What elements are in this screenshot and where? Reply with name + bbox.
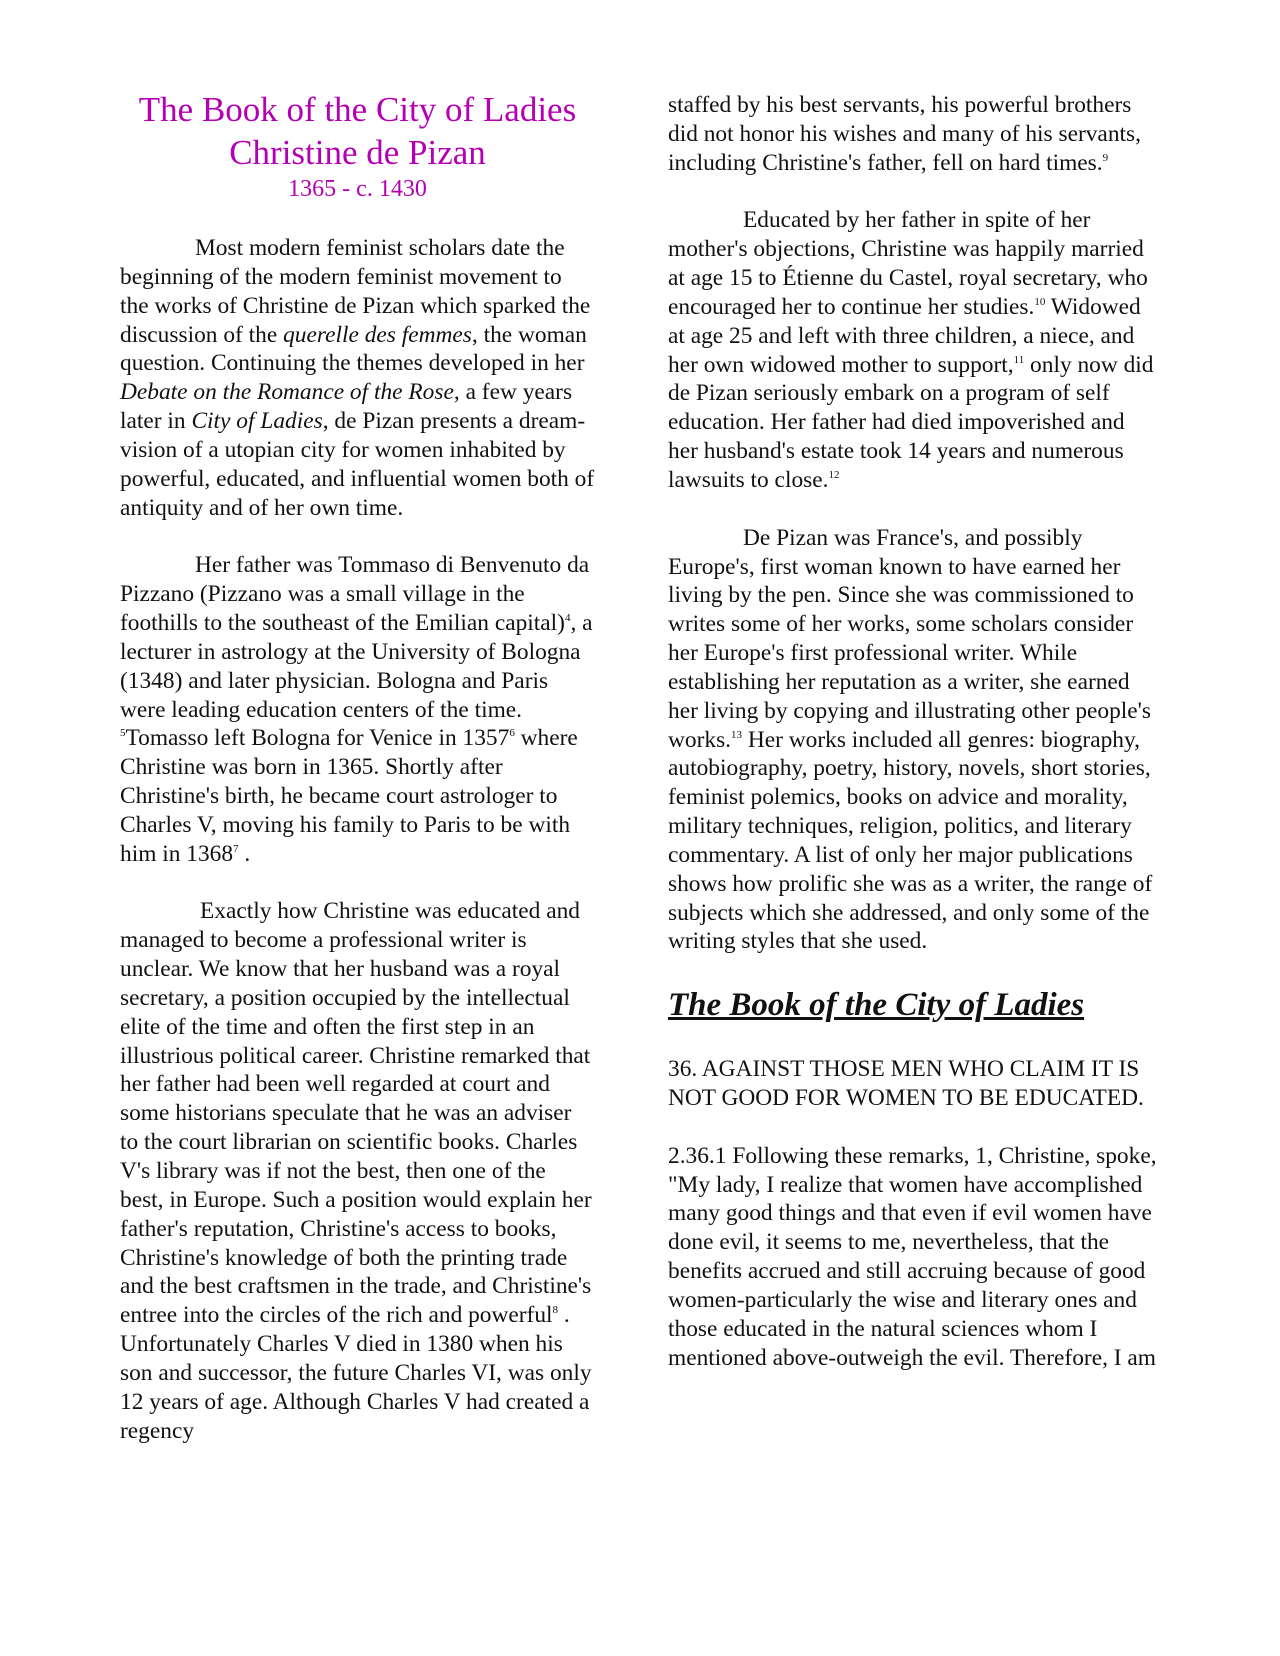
text-run: where Christine was born in 1365. Shortly after Christine's birth, he became court astrologer to Charles V, moving his family to Paris to be with him in 1368 [120,725,578,867]
title-block [120,88,595,204]
text-run: . Unfortunately Charles V died in 1380 when his son and successor, the future Charles VI, was only 12 years of age. Although Charles V had created a regency [120,1302,592,1444]
text-run: only now did de Pizan seriously embark on a program of self education. Her father had died impoverished and her husband's estate took 14 years and numerous lawsuits to close. [668,351,1154,493]
section-heading: The Book of the City of Ladies [668,987,1085,1024]
author-dates: 1365 - c. 1430 [288,176,427,202]
text-run: . [238,840,251,867]
text-run: , the woman question. Continuing the themes developed in her [120,321,587,377]
footnote-ref: 12 [828,469,840,482]
footnote-ref: 4 [564,612,571,625]
footnote-ref: 6 [509,727,515,740]
text-run: , de Pizan presents a dream-vision of a utopian city for women inhabited by powerful, educated, and influential women both of antiquity and of her own time. [120,408,595,521]
footnote-ref: 10 [1034,296,1046,309]
paragraph-career [668,524,1158,957]
text-run: Most modern feminist scholars date the beginning of the modern feminist movement to the works of Christine de Pizan which sparked the discussion of the [120,235,591,348]
right-column [668,91,1158,1401]
footnote-ref: 9 [1102,151,1109,164]
paragraph-marriage [668,206,1158,494]
text-run: Her father was Tommaso di Benvenuto da Pizzano (Pizzano was a small village in the foothills to the southeast of the Emilian capital) [120,552,590,636]
paragraph-intro [120,234,595,522]
footnote-ref: 11 [1013,353,1025,366]
left-column [120,88,595,1474]
paragraph-father [120,551,595,868]
paragraph-continued [668,91,1158,178]
text-run: Her works included all genres: biography, autobiography, poetry, history, novels, short stories, feminist polemics, books on advice and morality, military techniques, religion, politics, and literary commentary. A list of only her major publications shows how prolific she was as a writer, the range of subjects which she addressed, and only some of the writing styles that she used. [668,726,1153,955]
document-title: The Book of the City of Ladies [138,90,577,129]
footnote-ref: 5 [120,727,126,740]
text-run: Widowed at age 25 and left with three children, a niece, and her own widowed mother to support, [668,293,1141,378]
author-name: Christine de Pizan [229,133,486,172]
paragraph-excerpt: 2.36.1 Following these remarks, 1, Christine, spoke, "My lady, I realize that women have accomplished many good things and that even if evil women have done evil, it seems to me, nevertheless, that the benefits accrued and still accruing because of good women-particularly the wise and literary ones and those educated in the natural sciences whom I mentioned above-outweigh the evil. Therefore, I am [668,1142,1157,1371]
text-run: Exactly how Christine was educated and managed to become a professional writer is unclear. We know that her husband was a royal secretary, a position occupied by the intellectual elite of the time and often the first step in an illustrious political career. Christine remarked that her father had been well regarded at court and some historians speculate that he was an adviser to the court librarian on scientific books. Charles V's library was if not the best, then one of the best, in Europe. Such a position would explain her father's reputation, Christine's access to books, Christine's knowledge of both the printing trade and the best craftsmen in the trade, and Christine's entree into the circles of the rich and powerful [120,898,592,1329]
paragraph-education [120,897,595,1445]
text-run: , a lecturer in astrology at the University of Bologna (1348) and later physician. Bologna and Paris were leading education centers of the time. [120,609,593,723]
footnote-ref: 13 [731,728,743,741]
italic-work-title: City of Ladies [191,408,323,435]
text-run: , a few years later in [120,379,573,435]
text-run: Tomasso left Bologna for Venice in 1357 [125,725,510,752]
footnote-ref: 7 [233,842,239,855]
chapter-heading: 36. AGAINST THOSE MEN WHO CLAIM IT IS NOT GOOD FOR WOMEN TO BE EDUCATED. [668,1056,1144,1111]
italic-term: querelle des femmes [283,321,472,348]
italic-work-title: Debate on the Romance of the Rose [120,379,454,406]
text-run: Educated by her father in spite of her mother's objections, Christine was happily married at age 15 to Étienne du Castel, royal secretary, who encouraged her to continue her studies. [668,207,1148,320]
text-run: staffed by his best servants, his powerful brothers did not honor his wishes and many of his servants, including Christine's father, fell on hard times. [668,92,1141,176]
text-run: De Pizan was France's, and possibly Europe's, first woman known to have earned her living by the pen. Since she was commissioned to writes some of her works, some scholars consider her Europe's first professional writer. While establishing her reputation as a writer, she earned her living by copying and illustrating other people's works. [668,524,1151,753]
footnote-ref: 8 [552,1304,559,1317]
